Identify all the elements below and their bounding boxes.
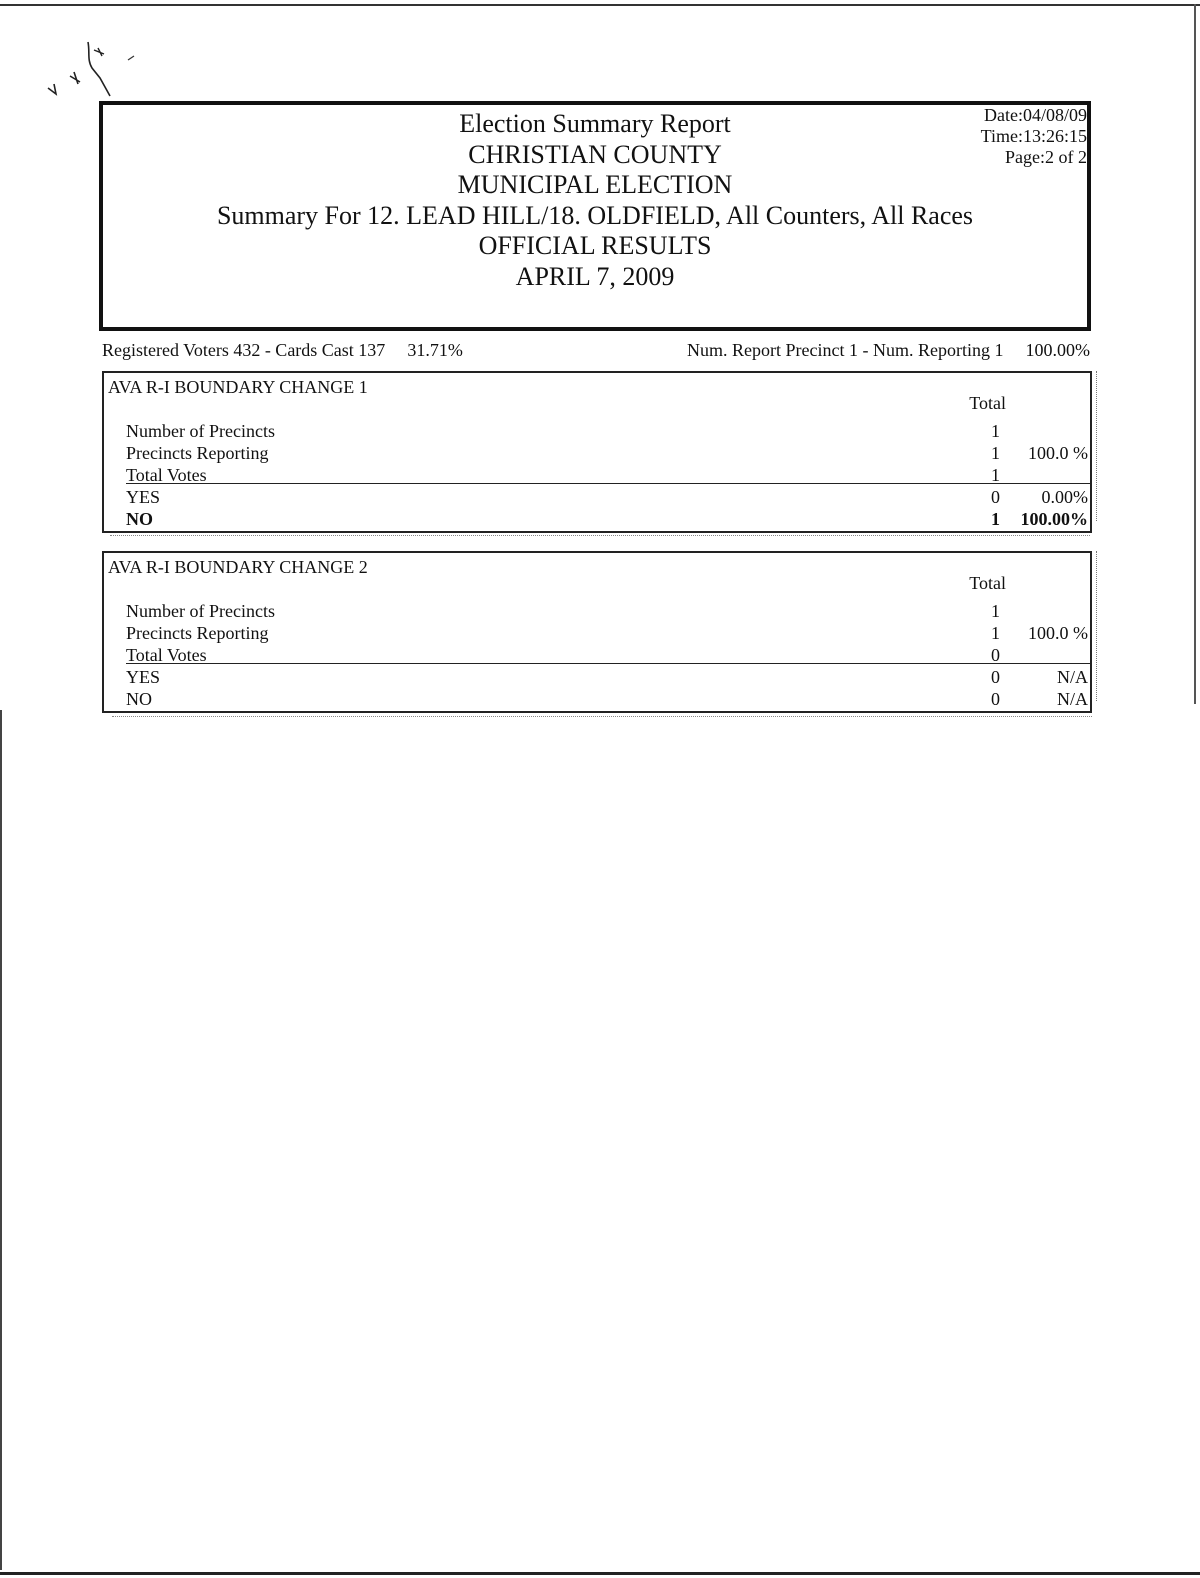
result-row (126, 601, 1090, 623)
scan-artifact (1096, 371, 1097, 521)
result-row (126, 487, 1090, 509)
total-column-header: Total (969, 573, 1006, 593)
row-percent: 100.0 % (1028, 443, 1088, 463)
race-title: AVA R-I BOUNDARY CHANGE 1 (108, 377, 368, 397)
row-value: 1 (991, 601, 1000, 621)
scan-edge-left (0, 710, 2, 1570)
election-date: APRIL 7, 2009 (515, 261, 675, 291)
precinct-stats (687, 340, 1090, 361)
scan-edge-bottom (0, 1572, 1200, 1575)
reporting-percent: 100.00% (1025, 340, 1090, 360)
row-percent: N/A (1057, 667, 1088, 687)
row-value: 1 (991, 465, 1000, 485)
report-page: Page:2 of 2 (1005, 147, 1087, 167)
row-value: 0 (991, 689, 1000, 709)
report-time: Time:13:26:15 (980, 126, 1087, 146)
row-label: YES (126, 487, 161, 507)
row-label: Total Votes (126, 465, 207, 485)
result-row (126, 689, 1090, 711)
result-row (126, 509, 1090, 531)
row-label: YES (126, 667, 161, 687)
report-title: Election Summary Report (459, 109, 731, 138)
precinct-reporting: Num. Report Precinct 1 - Num. Reporting 1 (687, 340, 1004, 360)
row-label: Precincts Reporting (126, 443, 269, 463)
results-status: OFFICIAL RESULTS (478, 231, 712, 260)
header-titles (103, 109, 1087, 292)
summary-line: Summary For 12. LEAD HILL/18. OLDFIELD, All Counters, All Races (216, 200, 974, 230)
voter-stats (102, 340, 463, 361)
votes-divider (126, 663, 1090, 664)
row-value: 1 (991, 623, 1000, 643)
election-name: MUNICIPAL ELECTION (457, 170, 733, 199)
votes-divider (126, 483, 1090, 484)
race-box (102, 371, 1092, 533)
result-row (126, 667, 1090, 689)
county-name: CHRISTIAN COUNTY (468, 139, 722, 169)
result-row (126, 623, 1090, 645)
row-percent: N/A (1057, 689, 1088, 709)
row-value: 1 (991, 443, 1000, 463)
row-label: Precincts Reporting (126, 623, 269, 643)
result-row (126, 421, 1090, 443)
row-value: 0 (991, 667, 1000, 687)
row-label: NO (126, 689, 152, 709)
turnout-percent: 31.71% (407, 340, 463, 360)
row-value: 0 (991, 645, 1000, 665)
scan-edge-top (0, 4, 1200, 6)
report-header (99, 101, 1091, 331)
row-value: 0 (991, 487, 1000, 507)
race-box (102, 551, 1092, 713)
row-value: 1 (991, 421, 1000, 441)
report-meta (981, 105, 1087, 168)
row-label: Total Votes (126, 645, 207, 665)
row-label: NO (126, 509, 153, 529)
row-percent: 100.0 % (1028, 623, 1088, 643)
handwritten-mark (40, 38, 150, 110)
row-percent: 0.00% (1041, 487, 1088, 507)
total-column-header: Total (969, 393, 1006, 413)
report-date: Date:04/08/09 (984, 105, 1087, 125)
scan-artifact (110, 535, 1090, 536)
row-value: 1 (991, 509, 1000, 529)
scan-artifact (112, 716, 1092, 717)
result-row (126, 443, 1090, 465)
row-percent: 100.00% (1020, 509, 1088, 529)
scan-artifact (1096, 551, 1097, 701)
race-title: AVA R-I BOUNDARY CHANGE 2 (108, 557, 368, 577)
row-label: Number of Precincts (126, 421, 275, 441)
scan-edge-right (1194, 4, 1196, 704)
row-label: Number of Precincts (126, 601, 275, 621)
registered-voters: Registered Voters 432 - Cards Cast 137 (102, 340, 386, 360)
